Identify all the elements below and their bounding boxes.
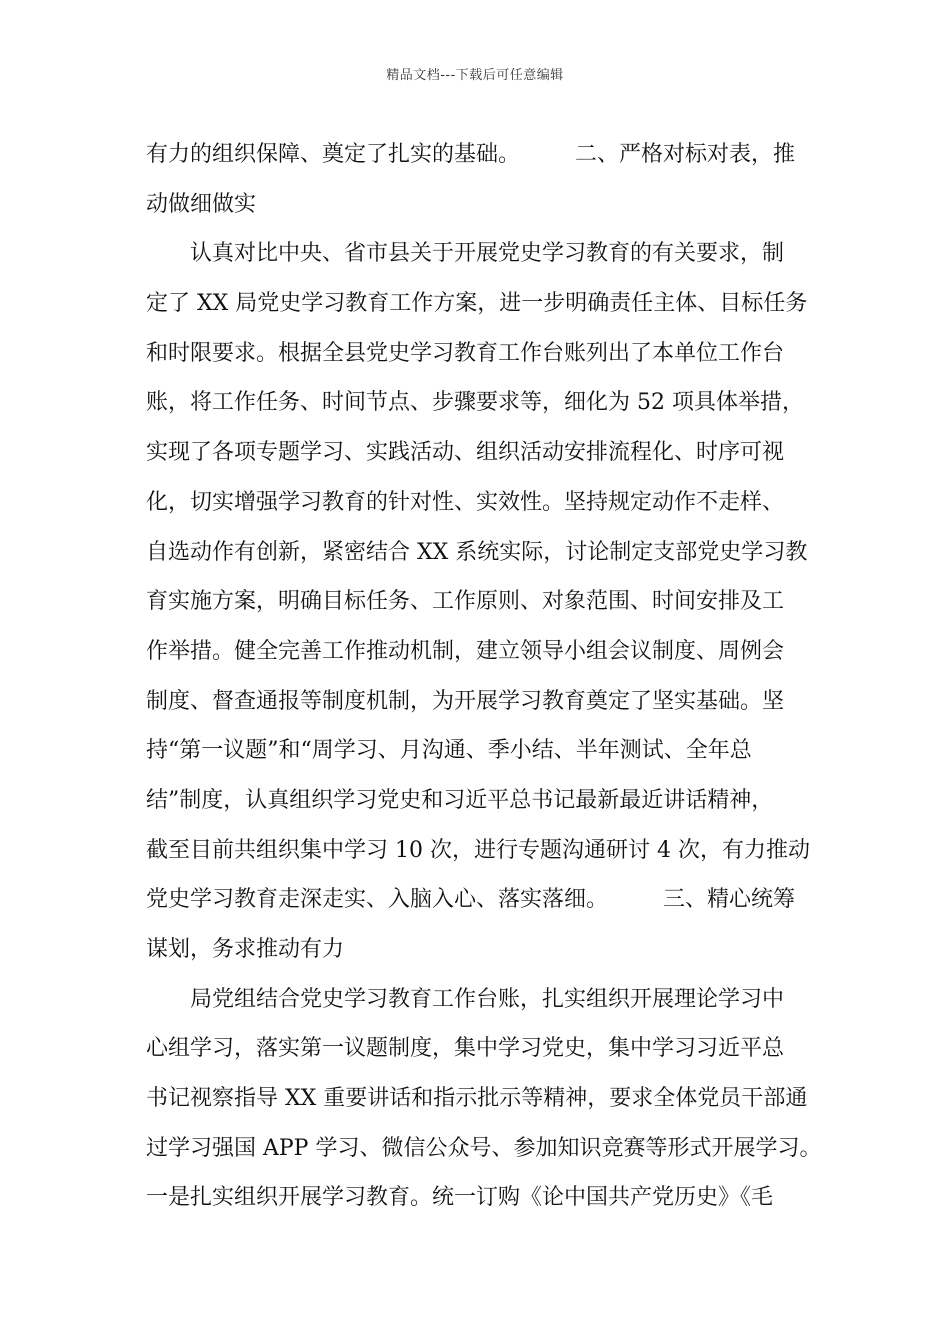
text-line: 作举措。健全完善工作推动机制，建立领导小组会议制度、周例会 — [146, 638, 785, 664]
text-line: 书记视察指导 XX 重要讲话和指示批示等精神，要求全体党员干部通 — [146, 1086, 808, 1112]
text-line: 有力的组织保障、奠定了扎实的基础。 二、严格对标对表，推 — [146, 142, 796, 167]
text-line: 结”制度，认真组织学习党史和习近平总书记最新最近讲话精神， — [146, 787, 774, 813]
text-line: 制度、督查通报等制度机制，为开展学习教育奠定了坚实基础。坚 — [146, 688, 785, 714]
text-line: 账，将工作任务、时间节点、步骤要求等，细化为 52 项具体举措， — [146, 390, 804, 416]
text-line: 党史学习教育走深走实、入脑入心、落实落细。 三、精心统筹 — [146, 887, 796, 913]
text-line: 局党组结合党史学习教育工作台账，扎实组织开展理论学习中 — [146, 986, 785, 1012]
page-header: 精品文档---下载后可任意编辑 — [386, 68, 564, 83]
text-line: 和时限要求。根据全县党史学习教育工作台账列出了本单位工作台 — [146, 340, 785, 366]
text-line: 持“第一议题”和“周学习、月沟通、季小结、半年测试、全年总 — [146, 738, 752, 764]
text-line: 截至目前共组织集中学习 10 次，进行专题沟通研讨 4 次，有力推动 — [146, 837, 810, 863]
text-line: 动做细做实 — [146, 191, 257, 217]
text-line: 定了 XX 局党史学习教育工作方案，进一步明确责任主体、目标任务 — [146, 291, 808, 317]
text-line: 化，切实增强学习教育的针对性、实效性。坚持规定动作不走样、 — [146, 489, 785, 515]
body-text — [146, 130, 826, 1223]
text-line: 一是扎实组织开展学习教育。统一订购《论中国共产党历史》《毛 — [146, 1185, 774, 1211]
text-line: 实现了各项专题学习、实践活动、组织活动安排流程化、时序可视 — [146, 440, 785, 466]
text-line: 认真对比中央、省市县关于开展党史学习教育的有关要求，制 — [146, 241, 785, 267]
text-line: 育实施方案，明确目标任务、工作原则、对象范围、时间安排及工 — [146, 589, 785, 615]
text-line: 心组学习，落实第一议题制度，集中学习党史，集中学习习近平总 — [146, 1036, 785, 1062]
text-line: 谋划，务求推动有力 — [146, 937, 345, 962]
text-line: 过学习强国 APP 学习、微信公众号、参加知识竞赛等形式开展学习。 — [146, 1135, 822, 1161]
text-line: 自选动作有创新，紧密结合 XX 系统实际，讨论制定支部党史学习教 — [146, 539, 808, 565]
